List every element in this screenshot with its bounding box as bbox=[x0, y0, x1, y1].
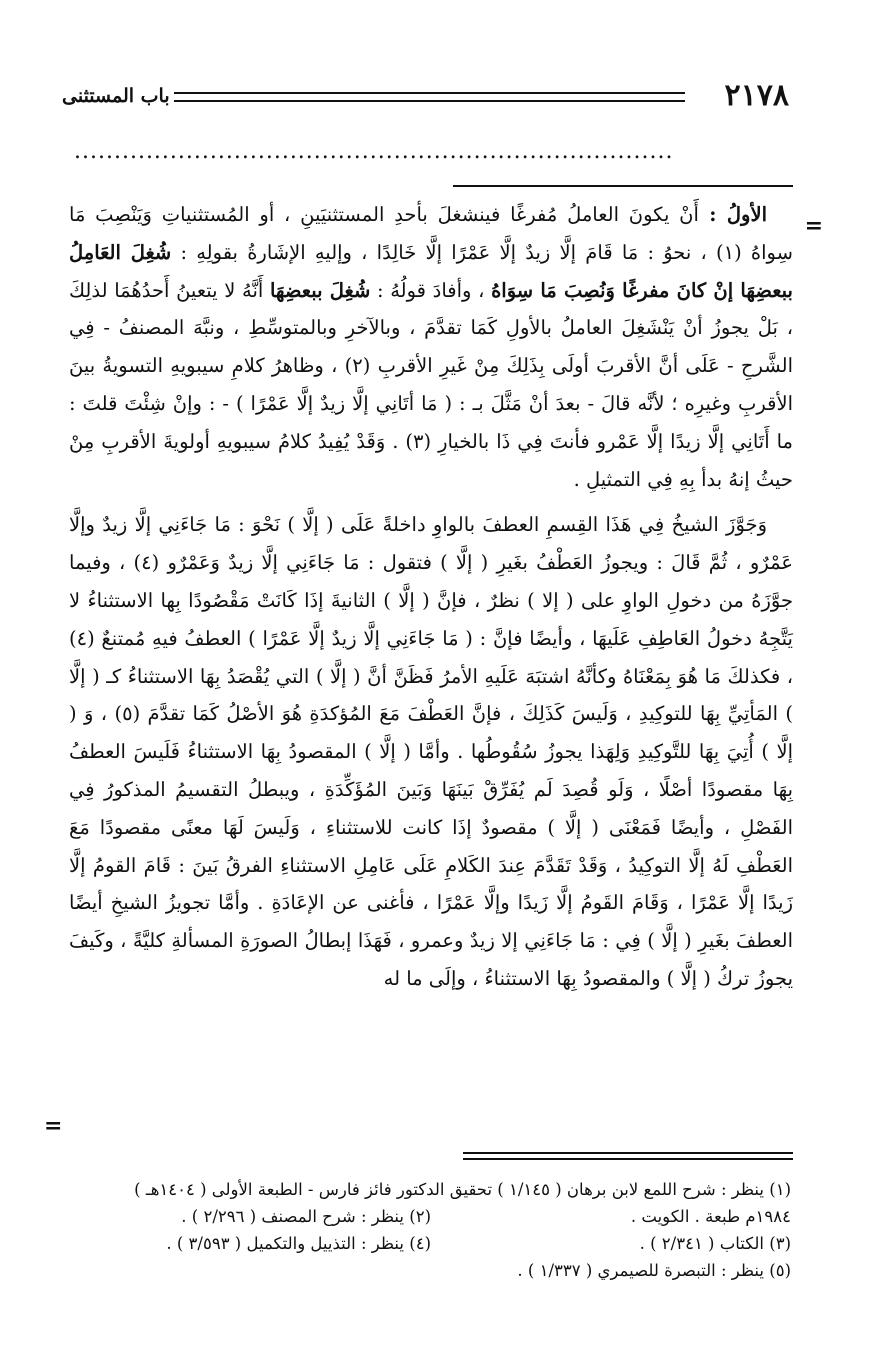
footnote-text: (٥) ينظر : التبصرة للصيمري ( ١/٣٣٧ ) . bbox=[517, 1261, 791, 1280]
section-title: باب المستثنى bbox=[62, 85, 170, 107]
footnote-text: (٣) الكتاب ( ٢/٣٤١ ) . bbox=[639, 1234, 791, 1253]
footnote-line bbox=[71, 1176, 791, 1203]
text-run: وَجَوَّزَ الشيخُ فِي هَذَا القِسمِ العطفَ بالواوِ داخلةً عَلَى ( إلَّا ) نَحْوَ : مَا جَاءَنِي إلَّا زيدٌ وإلَّا عَمْرٌو ، ثُمَّ قَالَ : ويجوزُ العَطْفُ بغَيرِ ( إلَّا ) فتقول : مَا جَاءَنِي إلَّا زيدٌ وَعَمْرٌو (٤) ، وفيما جوَّزَهُ من دخولِ الواوِ على ( إلا ) نظرٌ ، فإنَّ ( إلَّا ) الثانيةَ إذَا كَانَتْ مَقْصُودًا بِها الاستثناءُ لا يَتَّجِهُ دخولُ العَاطِفِ عَلَيهَا ، وأيضًا فإنَّ : ( مَا جَاءَنِي إلَّا زيدٌ إلَّا عَمْرًا ) العطفُ فيهِ مُمتنعٌ (٤) ، فكذلكَ مَا هُوَ بِمَعْنَاهُ وكأنَّهُ اشتبَهَ عَلَيهِ الأمرُ فَظَنَّ أنَّ ( إلَّا ) التي يُقْصَدُ بِهَا الاستثناءُ كـ ( إلَّا ) المَأتِيِّ بِهَا للتوكِيدِ ، وَلَيسَ كَذَلِكَ ، فإنَّ العَطْفَ مَعَ المُؤكدَةِ هُوَ الأصْلُ كَمَا تقدَّمَ (٥) ، وَ ( إلَّا ) أُتِيَ بِهَا للتَّوكِيدِ وَلِهَذا يجوزُ سُقُوطُها . وأمَّا ( إلَّا ) المقصودُ بِهَا الاستثناءُ فَلَيسَ العطفُ بِهَا مقصودًا أصْلًا ، وَلَو قُصِدَ لَم يُفَرِّقْ بَينَهَا وَبَينَ المُؤَكِّدَةِ ، ويبطلُ التقسيمُ المذكورُ فِي الفَصْلِ ، وأيضًا فَمَعْنَى ( إلَّا ) مقصودٌ إذَا كانت للاستثناءِ ، وَلَيسَ لَهَا معنًى مقصودًا مَعَ العَطْفِ لَهُ إلَّا التوكِيدُ ، وَقَدْ تَقَدَّمَ عِندَ الكَلامِ عَلَى عَامِلِ الاستثناءِ الفرقُ بَينَ : قَامَ القومُ إلَّا زَيدًا إلَّا عَمْرًا ، وَقَامَ القَومُ إلَّا زَيدًا وإلَّا عَمْرًا ، فأغنى عن الإعَادَةِ . وأمَّا تجويزُ الشيخِ أيضًا العطفَ بغَيرِ ( إلَّا ) فِي : مَا جَاءَنِي إلا زيدٌ وعمرو ، فَهَذَا إبطالُ الصورَةِ المسألةِ كليَّةً ، وكَيفَ يجوزُ تركُ ( إلَّا ) والمقصودُ بِهَا الاستثناءُ ، وإلَى ما له bbox=[69, 513, 793, 990]
footnote-line bbox=[71, 1257, 791, 1284]
continuation-mark-start: = bbox=[804, 213, 823, 239]
footnote-text: (٢) ينظر : شرح المصنف ( ٢/٢٩٦ ) . bbox=[181, 1207, 431, 1226]
footnote-text: (١) ينظر : شرح اللمع لابن برهان ( ١/١٤٥ ) تحقيق الدكتور فائز فارس - الطبعة الأولى ( ١٤٠٤هـ ) bbox=[134, 1180, 791, 1199]
header-double-rule bbox=[174, 92, 685, 102]
paragraph bbox=[69, 196, 793, 498]
footnote-text: (٤) ينظر : التذييل والتكميل ( ٣/٥٩٣ ) . bbox=[166, 1234, 431, 1253]
text-run: أَنْ يكونَ العاملُ مُفرغًا فينشغلَ بأحدِ المستثنيَينِ ، أو المُستثنياتِ وَيَنْصِبَ مَا سِواهُ (١) ، نحوُ : مَا قَامَ إلَّا زيدٌ إلَّا عَمْرًا إلَّا خَالِدًا ، وإليهِ الإشَارةُ بقولِهِ : bbox=[69, 203, 793, 264]
footnote-text: ١٩٨٤م طبعة . الكويت . bbox=[630, 1207, 791, 1226]
continuation-mark-end: = bbox=[44, 1113, 63, 1139]
footnote-line bbox=[71, 1203, 791, 1230]
bold-text: الأولُ : bbox=[698, 203, 768, 226]
bold-text: شُغِلَ ببعضِهَا bbox=[269, 278, 371, 302]
text-run: أَنَّهُ لا يتعينُ أَحدُهُمَا لذلِكَ ، بَلْ يجوزُ أنْ يَنْشَغِلَ العاملُ بالأولِ كَمَا تقدَّمَ ، وبالآخرِ وبالمتوسِّطِ ، ونبَّهَ المصنفُ - فِي الشَّرحِ - عَلَى أنَّ الأقربَ أولَى بِذَلِكَ مِنْ غَيرِ الأقربِ (٢) ، وظاهرُ كلامِ سيبويهِ التسويةُ بينَ الأقربِ وغيرِه ؛ لأنَّه قالَ - بعدَ أنْ مَثَّلَ بـ : ( مَا أتَانِي إلَّا زيدٌ إلَّا عَمْرًا ) - : وإنْ شِئْتَ قلتَ : ما أَتَانِي إلَّا زيدًا إلَّا عَمْرو فأنتَ فِي ذَا بالخيارِ (٣) . وَقَدْ يُفِيدُ كلامُ سيبويهِ أولويةَ الأقربِ مِنْ حيثُ إنهُ بدأ بِهِ فِي التمثيلِ . bbox=[69, 278, 793, 491]
bold-text: شُغِلَ العَامِلُ ببعضِهَا إنْ كانَ مفرغًا وَنُصِبَ مَا سِوَاهُ bbox=[69, 240, 793, 302]
main-text bbox=[69, 196, 793, 998]
text-run: ، وأفادَ قولُهُ : bbox=[370, 278, 492, 302]
footnote-rule bbox=[463, 1152, 793, 1160]
footnotes bbox=[71, 1176, 791, 1284]
paragraph bbox=[69, 506, 793, 997]
body-top-rule bbox=[453, 185, 793, 187]
footnote-line bbox=[71, 1230, 791, 1257]
page-header bbox=[62, 78, 789, 118]
dotted-separator: ........................................................................... bbox=[74, 140, 674, 164]
page-number: ٢١٧٨ bbox=[724, 78, 789, 113]
